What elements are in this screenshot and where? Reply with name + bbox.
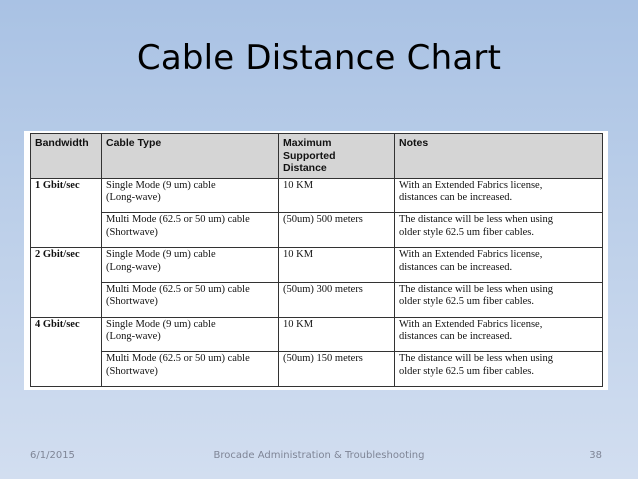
notes-line: With an Extended Fabrics license, <box>399 318 543 330</box>
notes-line: distances can be increased. <box>399 192 513 204</box>
table-header-row <box>31 134 603 179</box>
table-row <box>31 352 603 387</box>
distance-cell: 10 KM <box>279 317 395 352</box>
distance-cell: 10 KM <box>279 178 395 213</box>
table-row <box>31 213 603 248</box>
footer-page-number: 38 <box>589 450 602 461</box>
notes-cell <box>395 178 603 213</box>
distance-cell: (50um) 500 meters <box>279 213 395 248</box>
cable-type-cell <box>102 282 279 317</box>
header-max-distance-line: Distance <box>283 162 327 175</box>
cable-type-line: (Long-wave) <box>106 192 161 204</box>
cable-distance-table <box>30 133 603 387</box>
cable-type-line: Multi Mode (62.5 or 50 um) cable <box>106 214 250 226</box>
cable-type-cell <box>102 248 279 283</box>
cable-type-line: Single Mode (9 um) cable <box>106 179 216 191</box>
bandwidth-cell: 2 Gbit/sec <box>31 248 102 317</box>
notes-line: older style 62.5 um fiber cables. <box>399 227 535 239</box>
table-row <box>31 248 603 283</box>
cable-distance-table-panel <box>24 131 608 390</box>
header-notes: Notes <box>395 134 603 179</box>
notes-line: older style 62.5 um fiber cables. <box>399 296 535 308</box>
distance-cell: 10 KM <box>279 248 395 283</box>
notes-line: With an Extended Fabrics license, <box>399 179 543 191</box>
cable-type-cell <box>102 213 279 248</box>
header-max-distance <box>279 134 395 179</box>
cable-type-line: (Long-wave) <box>106 331 161 343</box>
notes-line: The distance will be less when using <box>399 353 553 365</box>
notes-line: The distance will be less when using <box>399 283 553 295</box>
notes-cell <box>395 248 603 283</box>
cable-type-cell <box>102 178 279 213</box>
cable-type-line: Multi Mode (62.5 or 50 um) cable <box>106 353 250 365</box>
table-row <box>31 282 603 317</box>
bandwidth-cell: 4 Gbit/sec <box>31 317 102 386</box>
header-bandwidth: Bandwidth <box>31 134 102 179</box>
footer-date: 6/1/2015 <box>30 450 75 461</box>
table-row <box>31 178 603 213</box>
cable-type-line: Single Mode (9 um) cable <box>106 318 216 330</box>
cable-type-line: (Long-wave) <box>106 261 161 273</box>
bandwidth-cell: 1 Gbit/sec <box>31 178 102 247</box>
header-max-distance-line: Maximum <box>283 137 332 149</box>
notes-cell <box>395 282 603 317</box>
cable-type-line: Single Mode (9 um) cable <box>106 249 216 261</box>
header-cable-type: Cable Type <box>102 134 279 179</box>
cable-type-line: (Shortwave) <box>106 365 158 377</box>
notes-line: With an Extended Fabrics license, <box>399 249 543 261</box>
notes-line: older style 62.5 um fiber cables. <box>399 365 535 377</box>
cable-type-line: Multi Mode (62.5 or 50 um) cable <box>106 283 250 295</box>
header-max-distance-line: Supported <box>283 149 336 162</box>
notes-cell <box>395 213 603 248</box>
cable-type-cell <box>102 352 279 387</box>
table-row <box>31 317 603 352</box>
cable-type-line: (Shortwave) <box>106 227 158 239</box>
cable-type-line: (Shortwave) <box>106 296 158 308</box>
cable-type-cell <box>102 317 279 352</box>
notes-line: distances can be increased. <box>399 331 513 343</box>
notes-line: distances can be increased. <box>399 261 513 273</box>
slide-title: Cable Distance Chart <box>136 38 502 78</box>
distance-cell: (50um) 150 meters <box>279 352 395 387</box>
notes-cell <box>395 317 603 352</box>
footer-title: Brocade Administration & Troubleshooting <box>213 450 425 461</box>
distance-cell: (50um) 300 meters <box>279 282 395 317</box>
notes-line: The distance will be less when using <box>399 214 553 226</box>
notes-cell <box>395 352 603 387</box>
